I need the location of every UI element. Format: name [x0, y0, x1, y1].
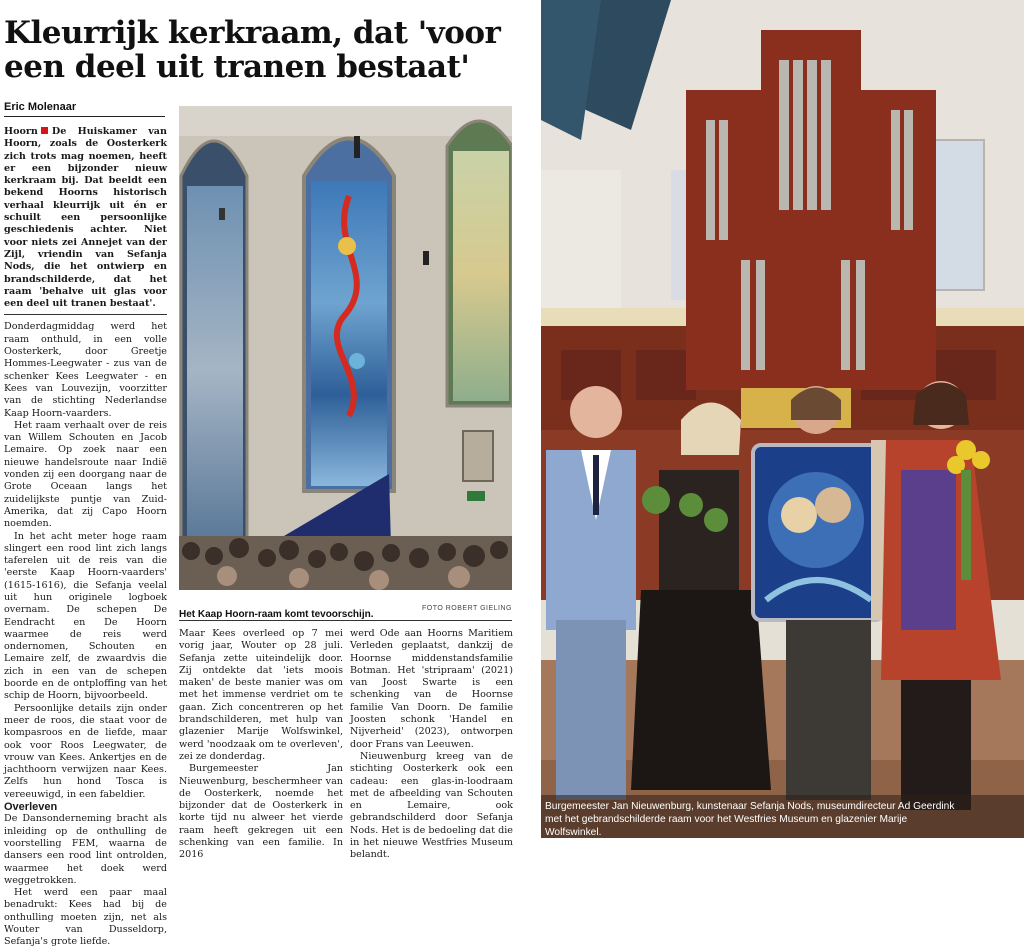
- paragraph: Burgemeester Jan Nieuwenburg, beschermheer van de Oosterkerk, noemde het bijzonder dat de Oosterkerk in korte tijd nu alweer het vierde raam heeft gekregen uit een schenking van een familie. In 2016: [179, 763, 343, 861]
- paragraph: Nieuwenburg kreeg van de stichting Oosterkerk ook een cadeau: een glas-in-loodraam met de afbeelding van Schouten en Lemaire, ook gebrandschilderd door Sefanja Nods. Het is de bedoeling dat die in het nieuwe Westfries Museum belandt.: [350, 750, 513, 861]
- byline: Eric Molenaar: [4, 101, 77, 113]
- photo-credit: FOTO ROBERT GIELING: [421, 605, 512, 612]
- paragraph: werd Ode aan Hoorns Maritiem Verleden geplaatst, dankzij de Hoornse middenstandsfamilie Botman. Het 'stripraam' (2021) van Joost Swarte is een schenking van de Hoornse familie Van Doorn. De familie Joosten schonk 'Handel en Nijverheid' (2023), ontworpen door Frans van Leeuwen.: [350, 628, 513, 750]
- paragraph: Het raam verhaalt over de reis van Willem Schouten en Jacob Lemaire. Op zoek naar een nieuwe handelsroute naar Indië vonden zij een doorgang naar de Grote Oceaan langs het zuidelijkste puntje van Zuid-Amerika, dat zij Capo Hoorn noemden.: [4, 419, 167, 530]
- caption-divider: [179, 620, 512, 621]
- paragraph: Maar Kees overleed op 7 mei vorig jaar, Wouter op 28 juli. Sefanja zette uiteindelijk door. Zij ontdekte dat 'iets moois maken' de beste manier was om met het immense verdriet om te gaan. Zich concentreren op het brandschilderen, met hulp van glazenier Marije Wolfswinkel, werd 'noodzaak om te overleven', zei ze donderdag.: [179, 628, 343, 762]
- paragraph: Het werd een paar maal benadrukt: Kees had bij de onthulling moeten zijn, net als Wouter van Dusseldorp, Sefanja's grote liefde.: [4, 887, 167, 948]
- red-square-icon: [41, 127, 48, 134]
- intro-paragraph: [4, 126, 167, 310]
- paragraph: Donderdagmiddag werd het raam onthuld, in een volle Oosterkerk, door Greetje Hommes-Leegwater - zus van de schenker Kees Leegwater - en Kees van Louvezijn, voorzitter van de stichting Nederlandse Kaap Hoorn-vaarders.: [4, 321, 167, 419]
- group-photo: [541, 0, 1024, 838]
- intro-text: De Huiskamer van Hoorn, zoals de Oosterkerk zich trots mag noemen, heeft er een bijzonder nieuw kerkraam bij. Dat beeldt een bekend Hoorns historisch verhaal kleurrijk uit én er schuilt een persoonlijke geschiedenis achter. Niet voor niets zei Annejet van der Zijl, vriendin van Sefanja Nods, die het ontwierp en brandschilderde, dat het raam 'behalve uit glas voor een deel uit tranen bestaat'.: [4, 126, 167, 310]
- column-2: [179, 628, 343, 862]
- subheading: Overleven: [4, 801, 58, 814]
- headline: Kleurrijk kerkraam, dat 'voor een deel uit tranen bestaat': [4, 15, 501, 85]
- church-window-illustration: [179, 106, 512, 590]
- group-photo-illustration: [541, 0, 1024, 838]
- paragraph: In het acht meter hoge raam slingert een rood lint zich langs taferelen uit de reis van die 'eerste Kaap Hoorn-vaarders' (1615-1616), die Sefanja veelal uit hun originele logboek overnam. De schepen De Eendracht en De Hoorn waarmee de reis werd ondernomen, Schouten en Lemaire zelf, de zwaardvis die zich in een van de schepen boorde en de ontploffing van het schip de Hoorn, bijvoorbeeld.: [4, 530, 167, 702]
- column-1: [4, 126, 167, 949]
- paragraph: De Dansonderneming bracht als inleiding op de onthulling de voorstelling FEM, waarna de dansers een rood lint ontrolden, waarmee het doek werd weggetrokken.: [4, 813, 167, 886]
- church-window-photo: [179, 106, 512, 590]
- intro-divider: [4, 314, 167, 315]
- byline-divider: [4, 116, 165, 117]
- dateline-place: Hoorn: [4, 126, 38, 137]
- photo-caption: Het Kaap Hoorn-raam komt tevoorschijn.: [179, 609, 374, 620]
- paragraph: Persoonlijke details zijn onder meer de roos, die staat voor de kompasroos en de liefde, maar ook voor Roos Leegwater, de vrouw van Kees. Ankertjes en de jachthoorn verwijzen naar Kees. Zelfs hun hond Tosca is vereeuwigd, in een fabeldier.: [4, 702, 167, 800]
- group-photo-caption: Burgemeester Jan Nieuwenburg, kunstenaar Sefanja Nods, museumdirecteur Ad Geerdink met het gebrandschilderde raam voor het Westfries Museum en glazenier Marije Wolfswinkel.: [545, 801, 955, 838]
- column-3: [350, 628, 513, 862]
